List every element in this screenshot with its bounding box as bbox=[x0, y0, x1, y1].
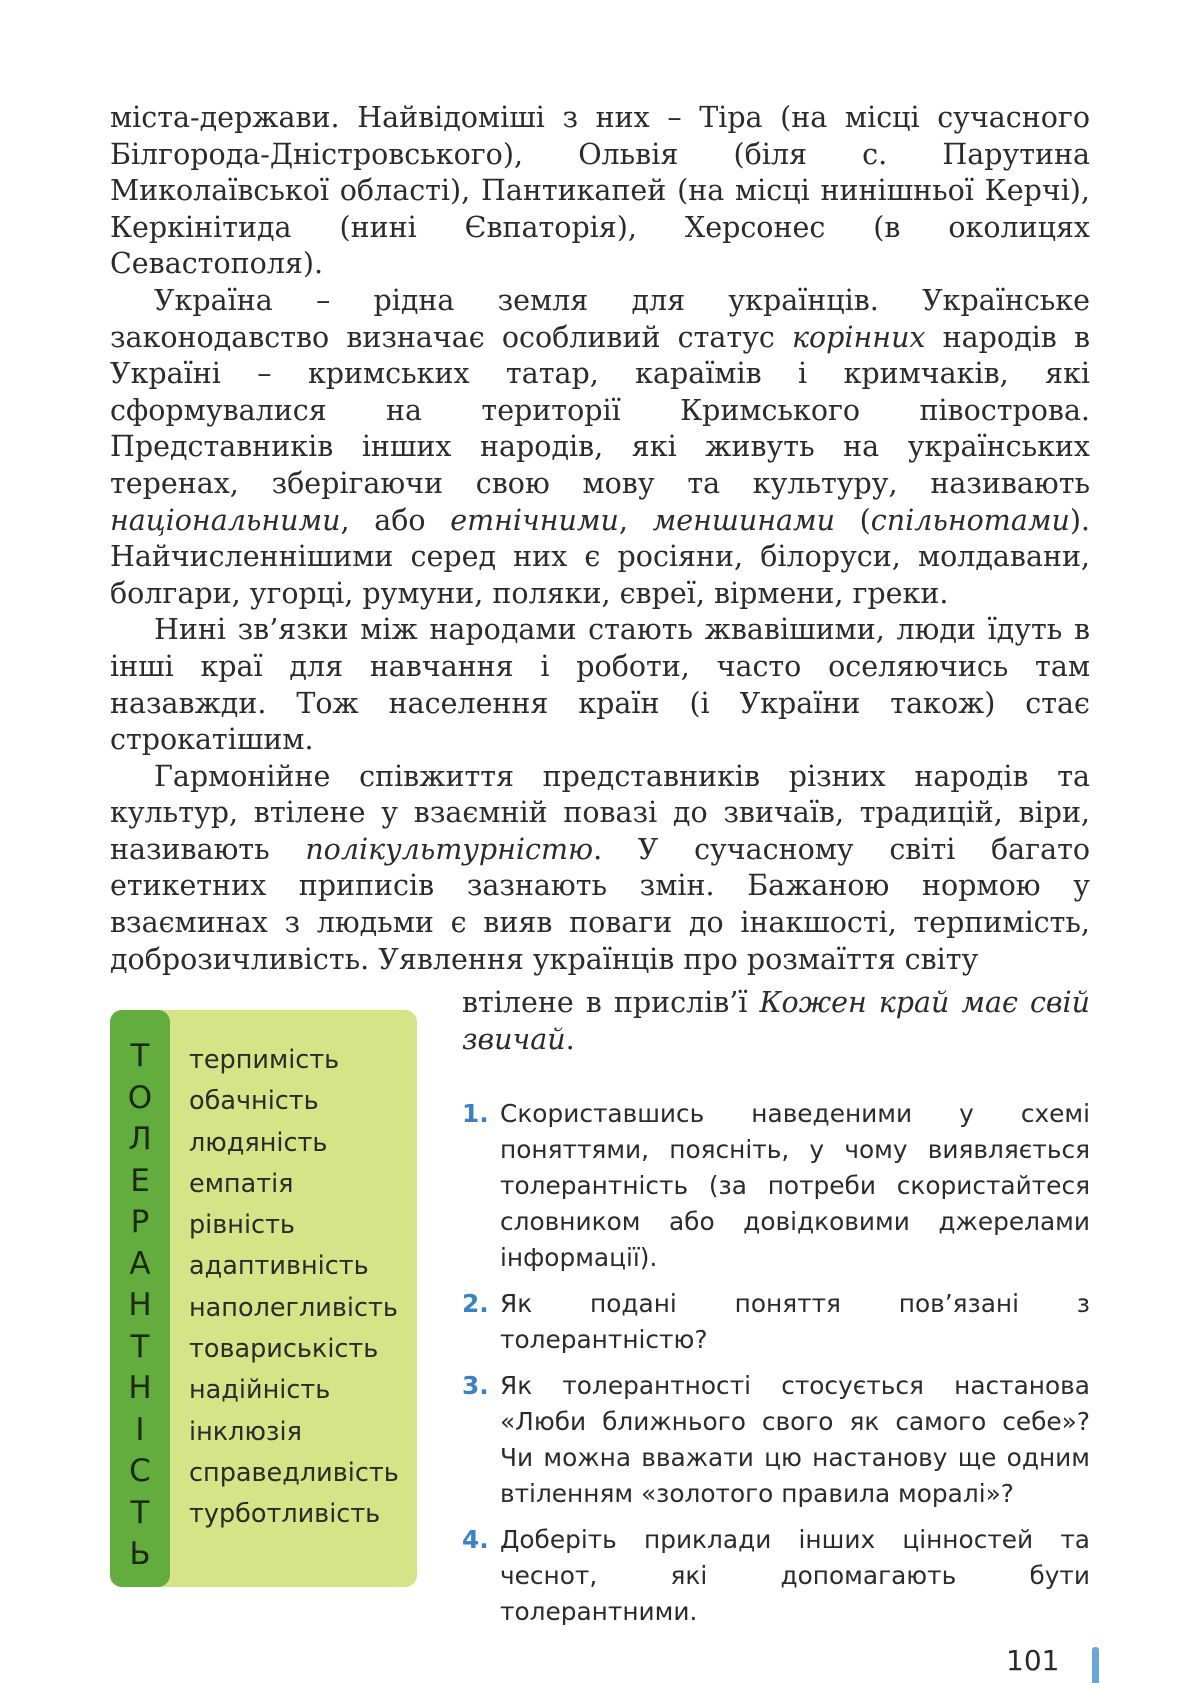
question-text: Скориставшись наведеними у схемі поняттями, поясніть, у чому виявляється толерантність (за потреби скористайтеся словником або довідковими джерелами інформації). bbox=[500, 1099, 1090, 1272]
term-national: національними bbox=[110, 503, 341, 537]
page-number: 101 bbox=[1006, 1644, 1060, 1677]
question-text: Доберіть приклади інших цінностей та чеснот, які допомагають бути толерантними. bbox=[500, 1525, 1090, 1626]
term-minorities: меншинами bbox=[652, 503, 835, 537]
tolerance-word: турботливість bbox=[189, 1499, 381, 1530]
term-multiculturalism: полікультурністю bbox=[305, 832, 594, 866]
spine-letter: А bbox=[129, 1245, 151, 1282]
tolerance-word: рівність bbox=[189, 1210, 295, 1241]
tolerance-word: людяність bbox=[189, 1127, 328, 1158]
paragraph-4-text: Гармонійне співжиття представників різних народів та культур, втілене у взаємній повазі до звичаїв, традицій, віри, називають bbox=[110, 759, 1090, 866]
tolerance-word: справедливість bbox=[189, 1457, 399, 1488]
spine-letter: Р bbox=[130, 1204, 150, 1240]
paragraph-2-text: Україна – рідна земля для українців. Українське законодавство визначає особливий статус bbox=[110, 283, 1090, 354]
tolerance-word: терпимість bbox=[189, 1045, 340, 1075]
paragraph-4-text: . У сучасному світі багато етикетних приписів зазнають змін. Бажаною нормою у взаєминах з людьми є вияв поваги до інакшості, терпимість, доброзичливість. Уявлення українців про розмаїття світу bbox=[110, 832, 1091, 976]
paragraph-4 bbox=[110, 759, 1090, 979]
question-item bbox=[462, 1286, 1090, 1358]
tolerance-word: інклюзія bbox=[189, 1416, 302, 1447]
spine-letter: Т bbox=[130, 1328, 150, 1365]
question-text: Як толерантності стосується настанова «Люби ближнього свого як самого себе»? Чи можна вважати цю настанову ще одним втіленням «золотого правила моралі»? bbox=[500, 1371, 1090, 1508]
paragraph-2-text: , bbox=[618, 503, 653, 537]
paragraph-3-text: Нині зв’язки між народами стають жвавішими, люди їдуть в інші краї для навчання і роботи, часто оселяючись там назавжди. Тож населення країн (і України також) стає строкатішим. bbox=[110, 613, 1090, 757]
tolerance-word: наполегливість bbox=[189, 1292, 398, 1323]
proverb-end: . bbox=[565, 1022, 575, 1056]
question-text: Як подані поняття пов’язані з толерантністю? bbox=[500, 1289, 1090, 1354]
question-number: 1. bbox=[462, 1099, 489, 1128]
paragraph-3 bbox=[110, 612, 1090, 758]
paragraph-2-text: народів в Україні – кримських татар, караїмів і кримчаків, які сформувалися на території Кримського півострова. Представників інших народів, які живуть на українських теренах, зберігаючи свою мову та культуру, називають bbox=[110, 320, 1090, 500]
proverb: Кожен край має свій звичай bbox=[462, 986, 1090, 1056]
question-number: 3. bbox=[462, 1371, 489, 1400]
spine-letter: О bbox=[127, 1079, 153, 1116]
tolerance-word: надійність bbox=[189, 1375, 331, 1406]
tolerance-word: адаптивність bbox=[189, 1251, 369, 1282]
tolerance-vertical-word bbox=[110, 1036, 170, 1576]
main-text bbox=[110, 100, 1090, 978]
questions-list bbox=[462, 1096, 1090, 1640]
tolerance-word: емпатія bbox=[189, 1168, 294, 1199]
term-indigenous: корінних bbox=[792, 320, 926, 354]
page-edge-marker bbox=[1092, 1647, 1099, 1683]
paragraph-1 bbox=[110, 100, 1090, 283]
tolerance-word: товариськість bbox=[189, 1334, 379, 1365]
paragraph-2-text: , або bbox=[340, 503, 451, 537]
paragraph-2-text: ). Найчисленнішими серед них є росіяни, білоруси, молдавани, болгари, угорці, румуни, поляки, євреї, вірмени, греки. bbox=[110, 503, 1090, 610]
question-item bbox=[462, 1522, 1090, 1630]
spine-letter: С bbox=[129, 1453, 151, 1489]
spine-letter: Н bbox=[128, 1287, 152, 1323]
question-number: 2. bbox=[462, 1289, 489, 1318]
question-number: 4. bbox=[462, 1525, 489, 1554]
spine-letter: Т bbox=[130, 1494, 150, 1531]
spine-letter: Т bbox=[130, 1038, 150, 1074]
spine-letter: Ь bbox=[129, 1536, 151, 1572]
tolerance-word: обачність bbox=[189, 1086, 319, 1117]
proverb-line bbox=[462, 985, 1090, 1058]
paragraph-2 bbox=[110, 283, 1090, 612]
spine-letter: Л bbox=[128, 1121, 152, 1157]
term-ethnic: етнічними bbox=[450, 503, 619, 537]
spine-letter: І bbox=[135, 1411, 145, 1448]
proverb-intro: втілене в прислів’ї bbox=[462, 986, 760, 1019]
spine-letter: Н bbox=[128, 1370, 152, 1406]
spine-letter: Е bbox=[130, 1162, 150, 1199]
tolerance-word-list bbox=[189, 1040, 414, 1536]
question-item bbox=[462, 1368, 1090, 1512]
term-communities: спільнотами bbox=[870, 503, 1070, 537]
paragraph-1-text: міста-держави. Найвідоміші з них – Тіра (на місці сучасного Білгорода-Дністровського), Ольвія (біля с. Парутина Миколаївської області), Пантикапей (на місці нинішньої Керчі), Керкінітида (нині Євпаторія), Херсонес (в околицях Севастополя). bbox=[110, 101, 1090, 281]
question-item bbox=[462, 1096, 1090, 1276]
paragraph-2-text: ( bbox=[834, 503, 871, 537]
